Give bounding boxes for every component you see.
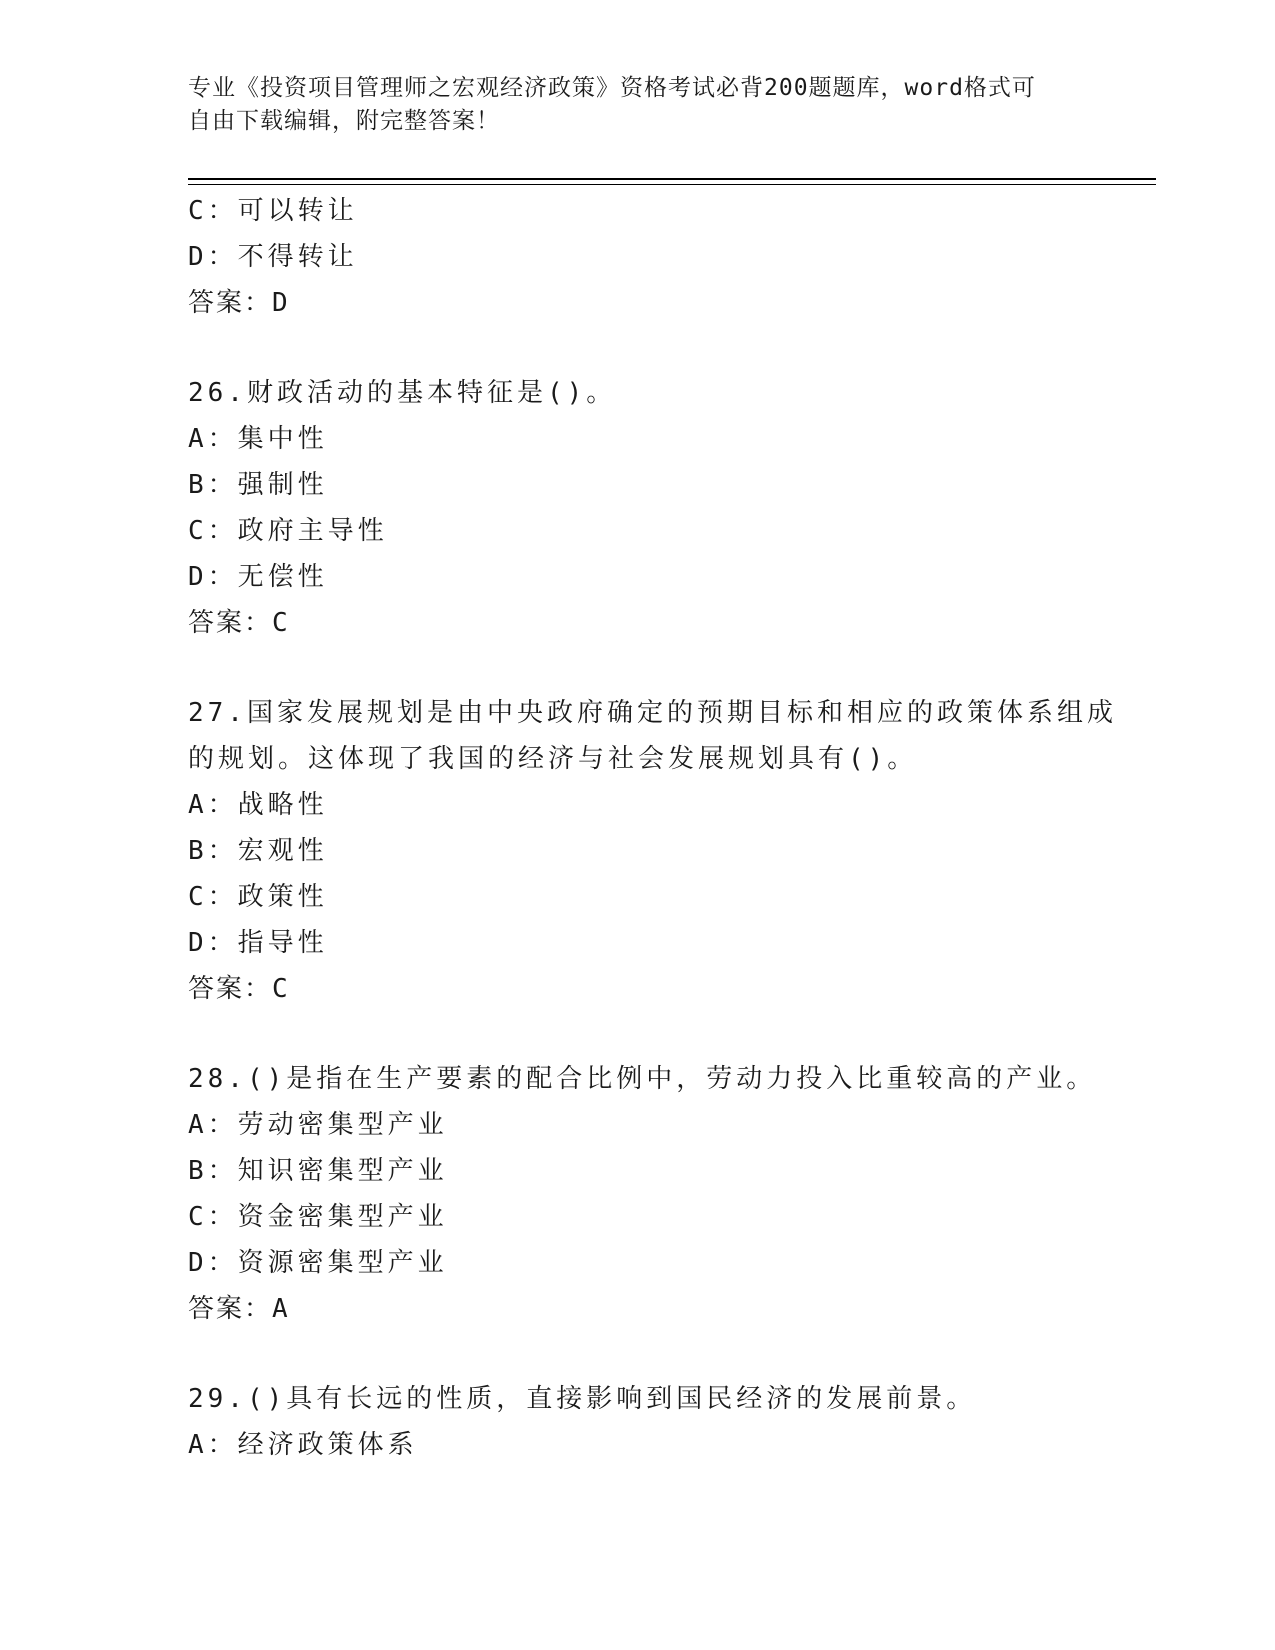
question-stem-cont: 的规划。这体现了我国的经济与社会发展规划具有()。	[188, 744, 918, 774]
answer-label: 答案：	[188, 288, 273, 318]
question-25-tail	[188, 188, 1088, 326]
answer-value: C	[272, 608, 290, 638]
option-b: B：宏观性	[188, 836, 328, 866]
question-29	[188, 1376, 1088, 1468]
answer-value: A	[272, 1294, 290, 1324]
option-c: C：政策性	[188, 882, 328, 912]
question-26	[188, 370, 1088, 646]
question-stem: 26.财政活动的基本特征是()。	[188, 378, 617, 408]
option-a: A：劳动密集型产业	[188, 1110, 448, 1140]
document-body	[188, 188, 1117, 1468]
answer-line	[188, 966, 1088, 1012]
option-b: B：知识密集型产业	[188, 1156, 448, 1186]
option-d: D：无偿性	[188, 562, 328, 592]
question-27	[188, 690, 1117, 1012]
option-c: C：可以转让	[188, 196, 358, 226]
question-stem: 29.()具有长远的性质，直接影响到国民经济的发展前景。	[188, 1384, 977, 1414]
option-c: C：政府主导性	[188, 516, 388, 546]
answer-value: D	[272, 288, 290, 318]
answer-line	[188, 1286, 1088, 1332]
document-header	[188, 72, 1068, 138]
answer-label: 答案：	[188, 1294, 273, 1324]
header-rule-thick	[188, 178, 1156, 180]
option-d: D：指导性	[188, 928, 328, 958]
question-stem: 28.()是指在生产要素的配合比例中，劳动力投入比重较高的产业。	[188, 1064, 1097, 1094]
option-d: D：资源密集型产业	[188, 1248, 448, 1278]
option-a: A：战略性	[188, 790, 328, 820]
answer-label: 答案：	[188, 974, 273, 1004]
option-c: C：资金密集型产业	[188, 1202, 448, 1232]
question-28	[188, 1056, 1097, 1332]
option-b: B：强制性	[188, 470, 328, 500]
header-line-1: 专业《投资项目管理师之宏观经济政策》资格考试必背200题题库，word格式可	[188, 75, 1036, 101]
answer-line	[188, 280, 1088, 326]
question-stem: 27.国家发展规划是由中央政府确定的预期目标和相应的政策体系组成	[188, 698, 1117, 728]
header-rule-thin	[188, 184, 1156, 185]
option-a: A：集中性	[188, 424, 328, 454]
answer-value: C	[272, 974, 290, 1004]
answer-label: 答案：	[188, 608, 273, 638]
option-a: A：经济政策体系	[188, 1430, 418, 1460]
answer-line	[188, 600, 1088, 646]
option-d: D：不得转让	[188, 242, 358, 272]
header-line-2: 自由下载编辑，附完整答案！	[188, 108, 500, 134]
